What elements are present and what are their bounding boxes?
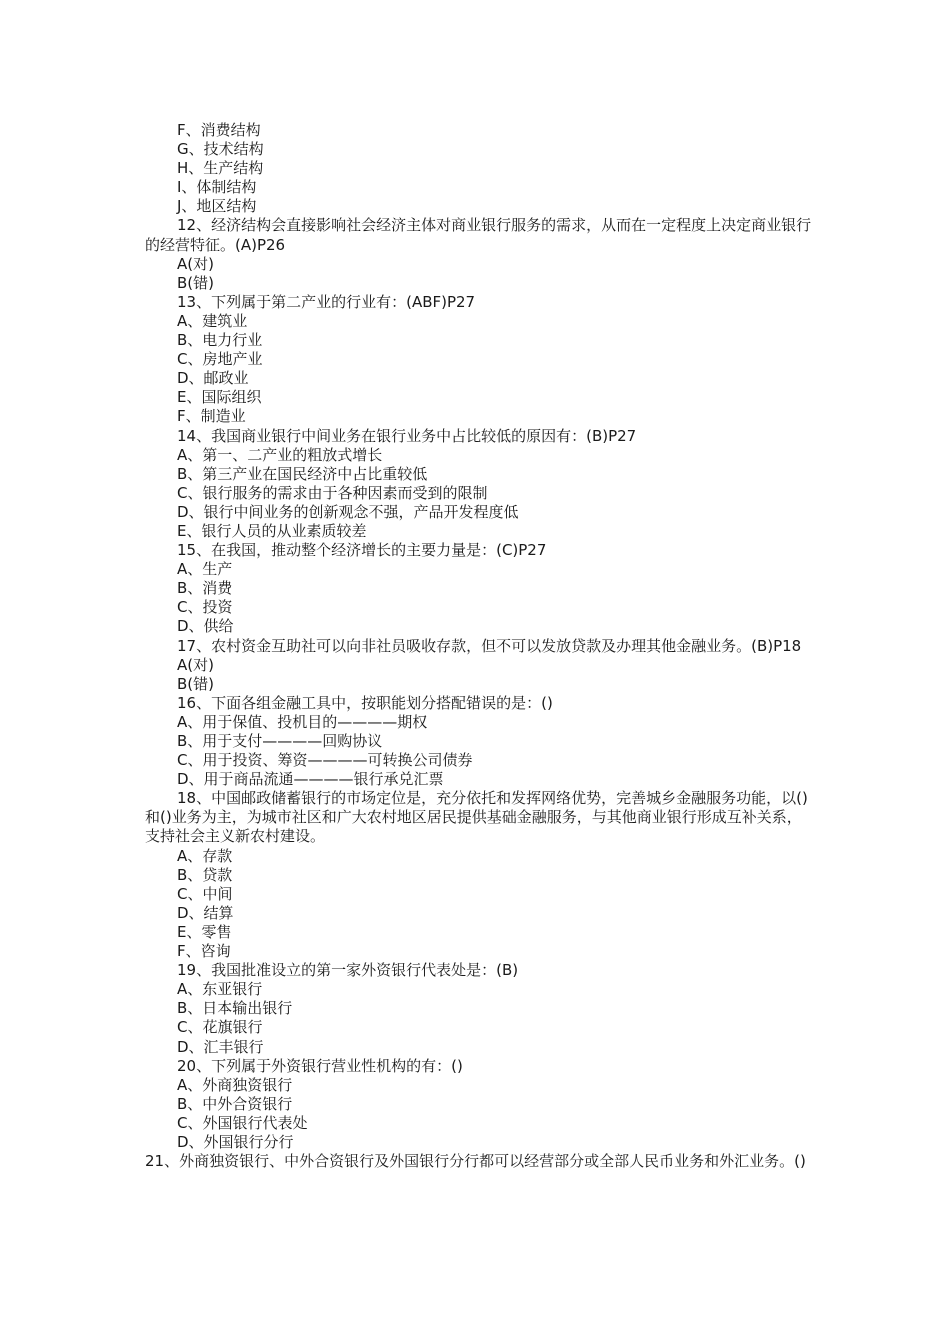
option-line: B、中外合资银行 (177, 1094, 293, 1113)
document-page (145, 121, 815, 1171)
option-line: B、第三产业在国民经济中占比重较低 (177, 464, 428, 483)
option-line: C、花旗银行 (177, 1018, 263, 1037)
question-18: 18、中国邮政储蓄银行的市场定位是，充分依托和发挥网络优势，完善城乡金融服务功能，以()和()业务为主，为城市社区和广大农村地区居民提供基础金融服务，与其他商业银行形成互补关系，支持社会主义新农村建设。 (145, 789, 808, 846)
option-line: D、用于商品流通————银行承兑汇票 (177, 770, 444, 789)
question-14: 14、我国商业银行中间业务在银行业务中占比较低的原因有：(B)P27 (177, 426, 637, 445)
option-line: C、中间 (177, 884, 233, 903)
question-13: 13、下列属于第二产业的行业有：(ABF)P27 (177, 292, 476, 311)
option-line: A(对) (177, 254, 214, 273)
option-line: F、消费结构 (177, 121, 261, 139)
option-line: D、结算 (177, 903, 234, 922)
option-line: A、建筑业 (177, 311, 248, 330)
option-line: E、零售 (177, 922, 232, 941)
option-line: J、地区结构 (177, 197, 257, 216)
option-line: A、东亚银行 (177, 980, 263, 999)
option-line: C、用于投资、筹资————可转换公司债券 (177, 751, 473, 770)
option-line: A、存款 (177, 846, 233, 865)
option-line: F、咨询 (177, 942, 231, 961)
question-15: 15、在我国，推动整个经济增长的主要力量是：(C)P27 (177, 541, 547, 560)
option-line: I、体制结构 (177, 178, 257, 197)
option-line: A、第一、二产业的粗放式增长 (177, 445, 383, 464)
option-line: H、生产结构 (177, 159, 264, 178)
question-21: 21、外商独资银行、中外合资银行及外国银行分行都可以经营部分或全部人民币业务和外汇业务。() (145, 1152, 806, 1171)
option-line: A、生产 (177, 560, 233, 579)
option-line: E、国际组织 (177, 388, 262, 407)
option-line: B、电力行业 (177, 331, 263, 350)
option-line: B、消费 (177, 579, 233, 598)
option-line: B(错) (177, 273, 214, 292)
option-line: C、房地产业 (177, 350, 263, 369)
option-line: C、银行服务的需求由于各种因素而受到的限制 (177, 483, 488, 502)
option-line: F、制造业 (177, 407, 246, 426)
option-line: D、汇丰银行 (177, 1037, 264, 1056)
option-line: A、外商独资银行 (177, 1075, 293, 1094)
option-line: B(错) (177, 674, 214, 693)
question-16: 16、下面各组金融工具中，按职能划分搭配错误的是：() (177, 693, 553, 712)
question-20: 20、下列属于外资银行营业性机构的有：() (177, 1056, 463, 1075)
option-line: B、日本输出银行 (177, 999, 293, 1018)
option-line: B、用于支付————回购协议 (177, 732, 383, 750)
option-line: C、外国银行代表处 (177, 1113, 308, 1132)
question-17: 17、农村资金互助社可以向非社员吸收存款，但不可以发放贷款及办理其他金融业务。(B)P18 (177, 636, 802, 655)
option-line: A(对) (177, 655, 214, 674)
option-line: D、银行中间业务的创新观念不强，产品开发程度低 (177, 502, 519, 521)
option-line: E、银行人员的从业素质较差 (177, 521, 367, 540)
question-19: 19、我国批准设立的第一家外资银行代表处是：(B) (177, 961, 519, 980)
option-line: G、技术结构 (177, 140, 264, 159)
option-line: B、贷款 (177, 865, 233, 884)
option-line: C、投资 (177, 598, 233, 617)
option-line: A、用于保值、投机目的————期权 (177, 712, 428, 731)
option-line: D、供给 (177, 617, 234, 636)
option-line: D、外国银行分行 (177, 1132, 294, 1151)
question-12: 12、经济结构会直接影响社会经济主体对商业银行服务的需求，从而在一定程度上决定商业银行的经营特征。(A)P26 (145, 216, 812, 254)
option-line: D、邮政业 (177, 369, 249, 388)
